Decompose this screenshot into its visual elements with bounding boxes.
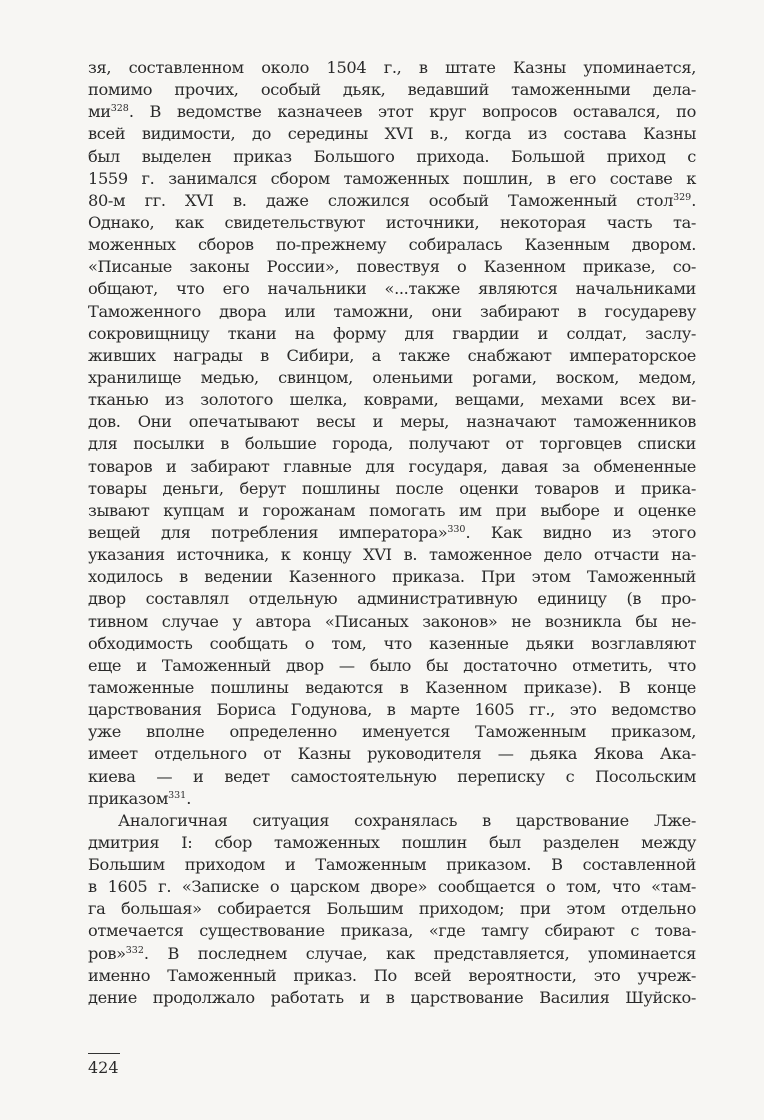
text-line [88, 832, 696, 854]
text-line [88, 699, 696, 721]
line-text: уже вполне определенно именуется Таможенным приказом, [88, 722, 696, 742]
text-line [88, 544, 696, 566]
line-text: ходилось в ведении Казенного приказа. При этом Таможенный [88, 567, 696, 587]
text-line [88, 411, 696, 433]
text-line [88, 389, 696, 411]
text-line [88, 743, 696, 765]
line-text-after-footnote: . В последнем случае, как представляется, упоминается [143, 943, 696, 963]
text-line [88, 433, 696, 455]
footnote-ref: 331 [168, 789, 187, 801]
line-text-after-footnote: . [691, 190, 696, 210]
text-line [88, 655, 696, 677]
text-line [88, 212, 696, 234]
text-line [88, 478, 696, 500]
text-line [88, 301, 696, 323]
text-line [88, 633, 696, 655]
line-text: вещей для потребления императора» [88, 522, 448, 542]
line-text: отмечается существование приказа, «где тамгу сбирают с това- [88, 921, 696, 941]
text-line [88, 345, 696, 367]
line-text: был выделен приказ Большого прихода. Большой приход с [88, 146, 696, 166]
line-text: для посылки в большие города, получают от торговцев списки [88, 434, 696, 454]
text-line [88, 810, 696, 832]
line-text: в 1605 г. «Записке о царском дворе» сообщается о том, что «там- [88, 877, 696, 897]
text-line [88, 456, 696, 478]
text-line [88, 367, 696, 389]
line-text: указания источника, к концу XVI в. таможенное дело отчасти на- [88, 545, 696, 565]
text-line [88, 79, 696, 101]
line-text: Таможенного двора или таможни, они забирают в государеву [88, 301, 696, 321]
line-text: Аналогичная ситуация сохранялась в царствование Лже- [118, 810, 696, 830]
text-line [88, 256, 696, 278]
text-line [88, 943, 696, 965]
text-line [88, 920, 696, 942]
line-text: именно Таможенный приказ. По всей вероятности, это учреж- [88, 965, 696, 985]
text-line [88, 123, 696, 145]
line-text: товары деньги, берут пошлины после оценки товаров и прика- [88, 478, 696, 498]
line-text: живших награды в Сибири, а также снабжают императорское [88, 345, 696, 365]
line-text-after-footnote: . [186, 788, 192, 808]
line-text: зывают купцам и горожанам помогать им при выборе и оценке [88, 500, 696, 520]
line-text: обходимость сообщать о том, что казенные дьяки возглавляют [88, 633, 696, 653]
line-text: всей видимости, до середины XVI в., когда из состава Казны [88, 124, 696, 144]
line-text: Большим приходом и Таможенным приказом. В составленной [88, 855, 696, 875]
text-line [88, 234, 696, 256]
line-text-after-footnote: . В ведомстве казначеев этот круг вопросов оставался, по [128, 102, 696, 122]
text-line [88, 876, 696, 898]
line-text: хранилище медью, свинцом, оленьими рогами, воском, медом, [88, 367, 696, 387]
line-text: товаров и забирают главные для государя, давая за обмененные [88, 456, 696, 476]
text-line [88, 987, 696, 1009]
text-line [88, 611, 696, 633]
line-text: га большая» собирается Большим приходом; при этом отдельно [88, 899, 696, 919]
line-text: двор составлял отдельную административную единицу (в про- [88, 589, 696, 609]
text-line [88, 146, 696, 168]
line-text: тканью из золотого шелка, коврами, вещами, мехами всех ви- [88, 390, 696, 410]
line-text: киева — и ведет самостоятельную переписку с Посольским [88, 766, 696, 786]
line-text: царствования Бориса Годунова, в марте 1605 гг., это ведомство [88, 700, 696, 720]
line-text: 80-м гг. XVI в. даже сложился особый Таможенный стол [88, 190, 674, 210]
text-line [88, 57, 696, 79]
text-line [88, 788, 696, 810]
text-line [88, 588, 696, 610]
line-text: моженных сборов по-прежнему собиралась Казенным двором. [88, 235, 696, 255]
page-number: 424 [88, 1058, 119, 1077]
footnote-ref: 328 [110, 103, 129, 115]
page-number-rule [88, 1053, 120, 1054]
text-line [88, 898, 696, 920]
line-text: дов. Они опечатывают весы и меры, назначают таможенников [88, 412, 696, 432]
line-text: помимо прочих, особый дьяк, ведавший таможенными дела- [88, 80, 696, 100]
text-line [88, 721, 696, 743]
line-text: зя, составленном около 1504 г., в штате Казны упоминается, [88, 58, 696, 77]
line-text: ми [88, 102, 111, 122]
line-text: таможенные пошлины ведаются в Казенном приказе). В конце [88, 677, 696, 697]
footnote-ref: 329 [673, 191, 692, 203]
footnote-ref: 332 [125, 944, 144, 956]
line-text-after-footnote: . Как видно из этого [465, 522, 697, 542]
text-line [88, 323, 696, 345]
line-text: дение продолжало работать и в царствование Василия Шуйско- [88, 987, 696, 1007]
line-text: Однако, как свидетельствуют источники, некоторая часть та- [88, 212, 696, 232]
text-line [88, 854, 696, 876]
line-text: тивном случае у автора «Писаных законов» не возникла бы не- [88, 611, 696, 631]
text-line [88, 278, 696, 300]
line-text: имеет отдельного от Казны руководителя — дьяка Якова Ака- [88, 744, 696, 764]
line-text: еще и Таможенный двор — было бы достаточно отметить, что [88, 655, 696, 675]
text-line [88, 101, 696, 123]
line-text: «Писаные законы России», повествуя о Казенном приказе, со- [88, 257, 696, 277]
page-body-text [88, 57, 696, 1009]
line-text: ров» [88, 943, 126, 963]
text-line [88, 566, 696, 588]
line-text: общают, что его начальники «...также являются начальниками [88, 279, 696, 299]
text-line [88, 522, 696, 544]
line-text: дмитрия I: сбор таможенных пошлин был разделен между [88, 832, 696, 852]
text-line [88, 190, 696, 212]
text-line [88, 168, 696, 190]
text-line [88, 965, 696, 987]
line-text: 1559 г. занимался сбором таможенных пошлин, в его составе к [88, 168, 696, 188]
footnote-ref: 330 [447, 523, 466, 535]
line-text: приказом [88, 788, 169, 808]
text-line [88, 766, 696, 788]
text-line [88, 677, 696, 699]
text-line [88, 500, 696, 522]
line-text: сокровищницу ткани на форму для гвардии и солдат, заслу- [88, 323, 696, 343]
